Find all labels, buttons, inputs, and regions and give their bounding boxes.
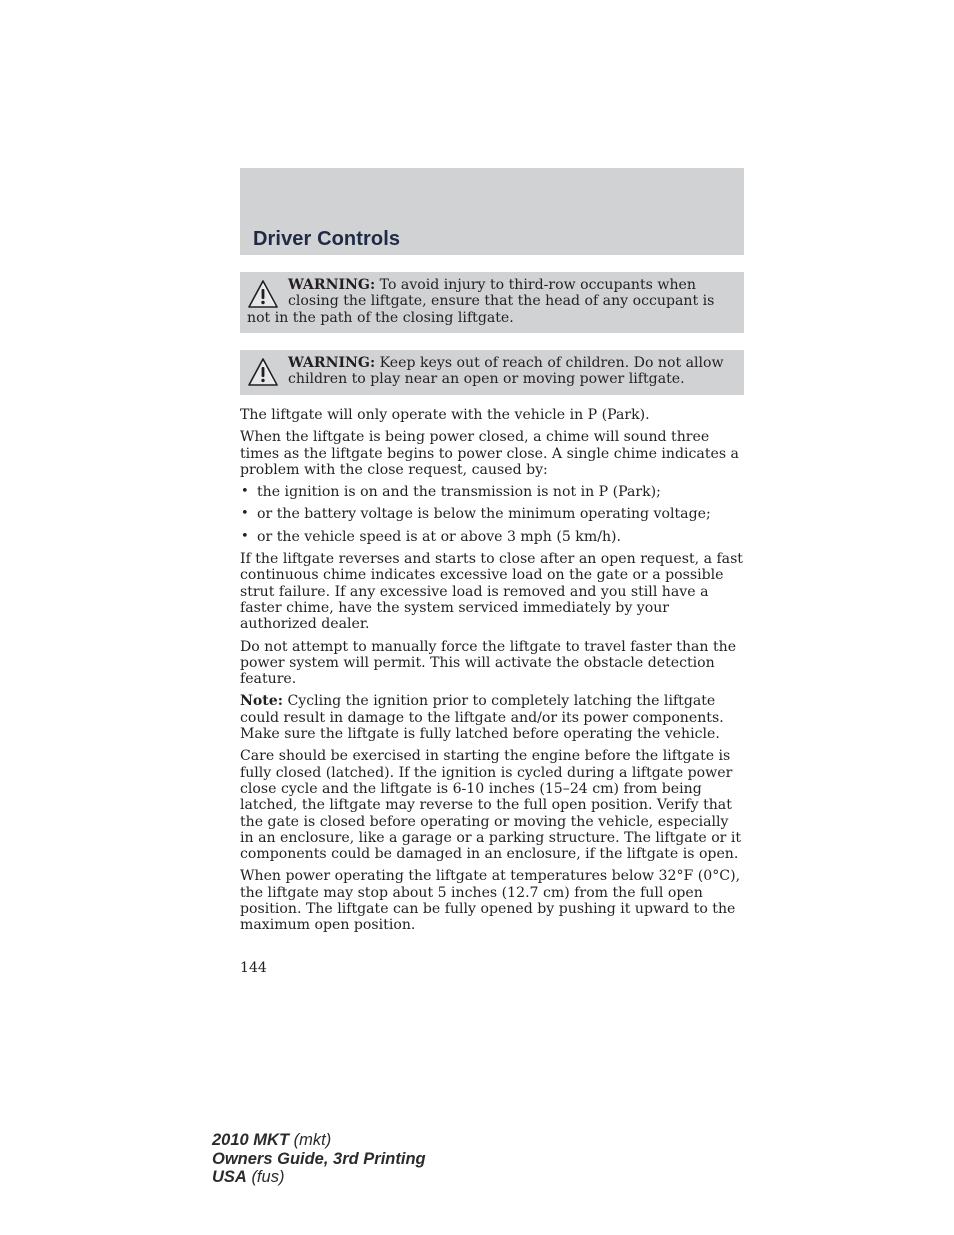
section-title: Driver Controls [253, 228, 401, 250]
footer-market-code: (fus) [251, 1168, 285, 1186]
list-item [240, 529, 746, 545]
note-text: Cycling the ignition prior to completely latching the liftgate could result in damage to the liftgate and/or its power components. Make sure the liftgate is fully latched before operating the vehicle. [240, 693, 724, 743]
warning-box-1 [240, 272, 744, 333]
list-item [240, 506, 746, 522]
footer-market: USA [212, 1168, 247, 1186]
footer [212, 1131, 426, 1187]
warning-text: Keep keys out of reach of children. Do not allow children to play near an open or moving power liftgate. [288, 355, 724, 388]
bullet-icon: • [241, 528, 249, 544]
bullet-icon: • [241, 506, 249, 522]
note-paragraph [240, 693, 746, 742]
warning-box-2 [240, 350, 744, 395]
warning-label: WARNING: [288, 277, 376, 293]
paragraph: When power operating the liftgate at temperatures below 32°F (0°C), the liftgate may stop about 5 inches (12.7 cm) from the full open position. The liftgate can be fully opened by pushing it upward to the maximum open position. [240, 868, 741, 934]
footer-line [212, 1150, 426, 1169]
warning-label: WARNING: [288, 355, 376, 371]
list-item-text: the ignition is on and the transmission is not in P (Park); [257, 484, 661, 501]
footer-model: 2010 MKT [212, 1131, 290, 1149]
paragraph: Care should be exercised in starting the engine before the liftgate is fully closed (latched). If the ignition is cycled during a liftgate power close cycle and the liftgate is 6-10 inches (15–24 cm) from being latched, the liftgate may reverse to the full open position. Verify that the gate is closed before operating or moving the vehicle, especially in an enclosure, like a garage or a parking structure. The liftgate or it components could be damaged in an enclosure, if the liftgate is open. [240, 748, 742, 863]
paragraph: When the liftgate is being power closed, a chime will sound three times as the liftgate begins to power close. A single chime indicates a problem with the close request, caused by: [240, 429, 739, 478]
list-item-text: or the battery voltage is below the minimum operating voltage; [257, 506, 711, 523]
footer-edition: Owners Guide, 3rd Printing [212, 1149, 426, 1168]
warning-triangle-icon [247, 279, 279, 309]
footer-line [212, 1168, 426, 1187]
body-text [240, 407, 746, 940]
list-item-text: or the vehicle speed is at or above 3 mph (5 km/h). [257, 528, 622, 545]
paragraph: The liftgate will only operate with the vehicle in P (Park). [240, 407, 650, 423]
section-header [240, 168, 744, 255]
bullet-list [240, 484, 746, 545]
paragraph: Do not attempt to manually force the liftgate to travel faster than the power system will permit. This will activate the obstacle detection feature. [240, 638, 737, 688]
footer-model-code: (mkt) [293, 1131, 332, 1149]
warning-text: To avoid injury to third-row occupants when closing the liftgate, ensure that the head of any occupant is not in the path of the closing liftgate. [247, 277, 715, 326]
paragraph: If the liftgate reverses and starts to close after an open request, a fast continuous chime indicates excessive load on the gate or a possible strut failure. If any excessive load is removed and you still have a faster chime, have the system serviced immediately by your authorized dealer. [240, 551, 743, 633]
footer-line [212, 1131, 426, 1150]
page-number: 144 [240, 960, 267, 976]
warning-triangle-icon [247, 357, 279, 387]
note-label: Note: [240, 693, 283, 710]
bullet-icon: • [241, 484, 249, 500]
list-item [240, 484, 746, 500]
